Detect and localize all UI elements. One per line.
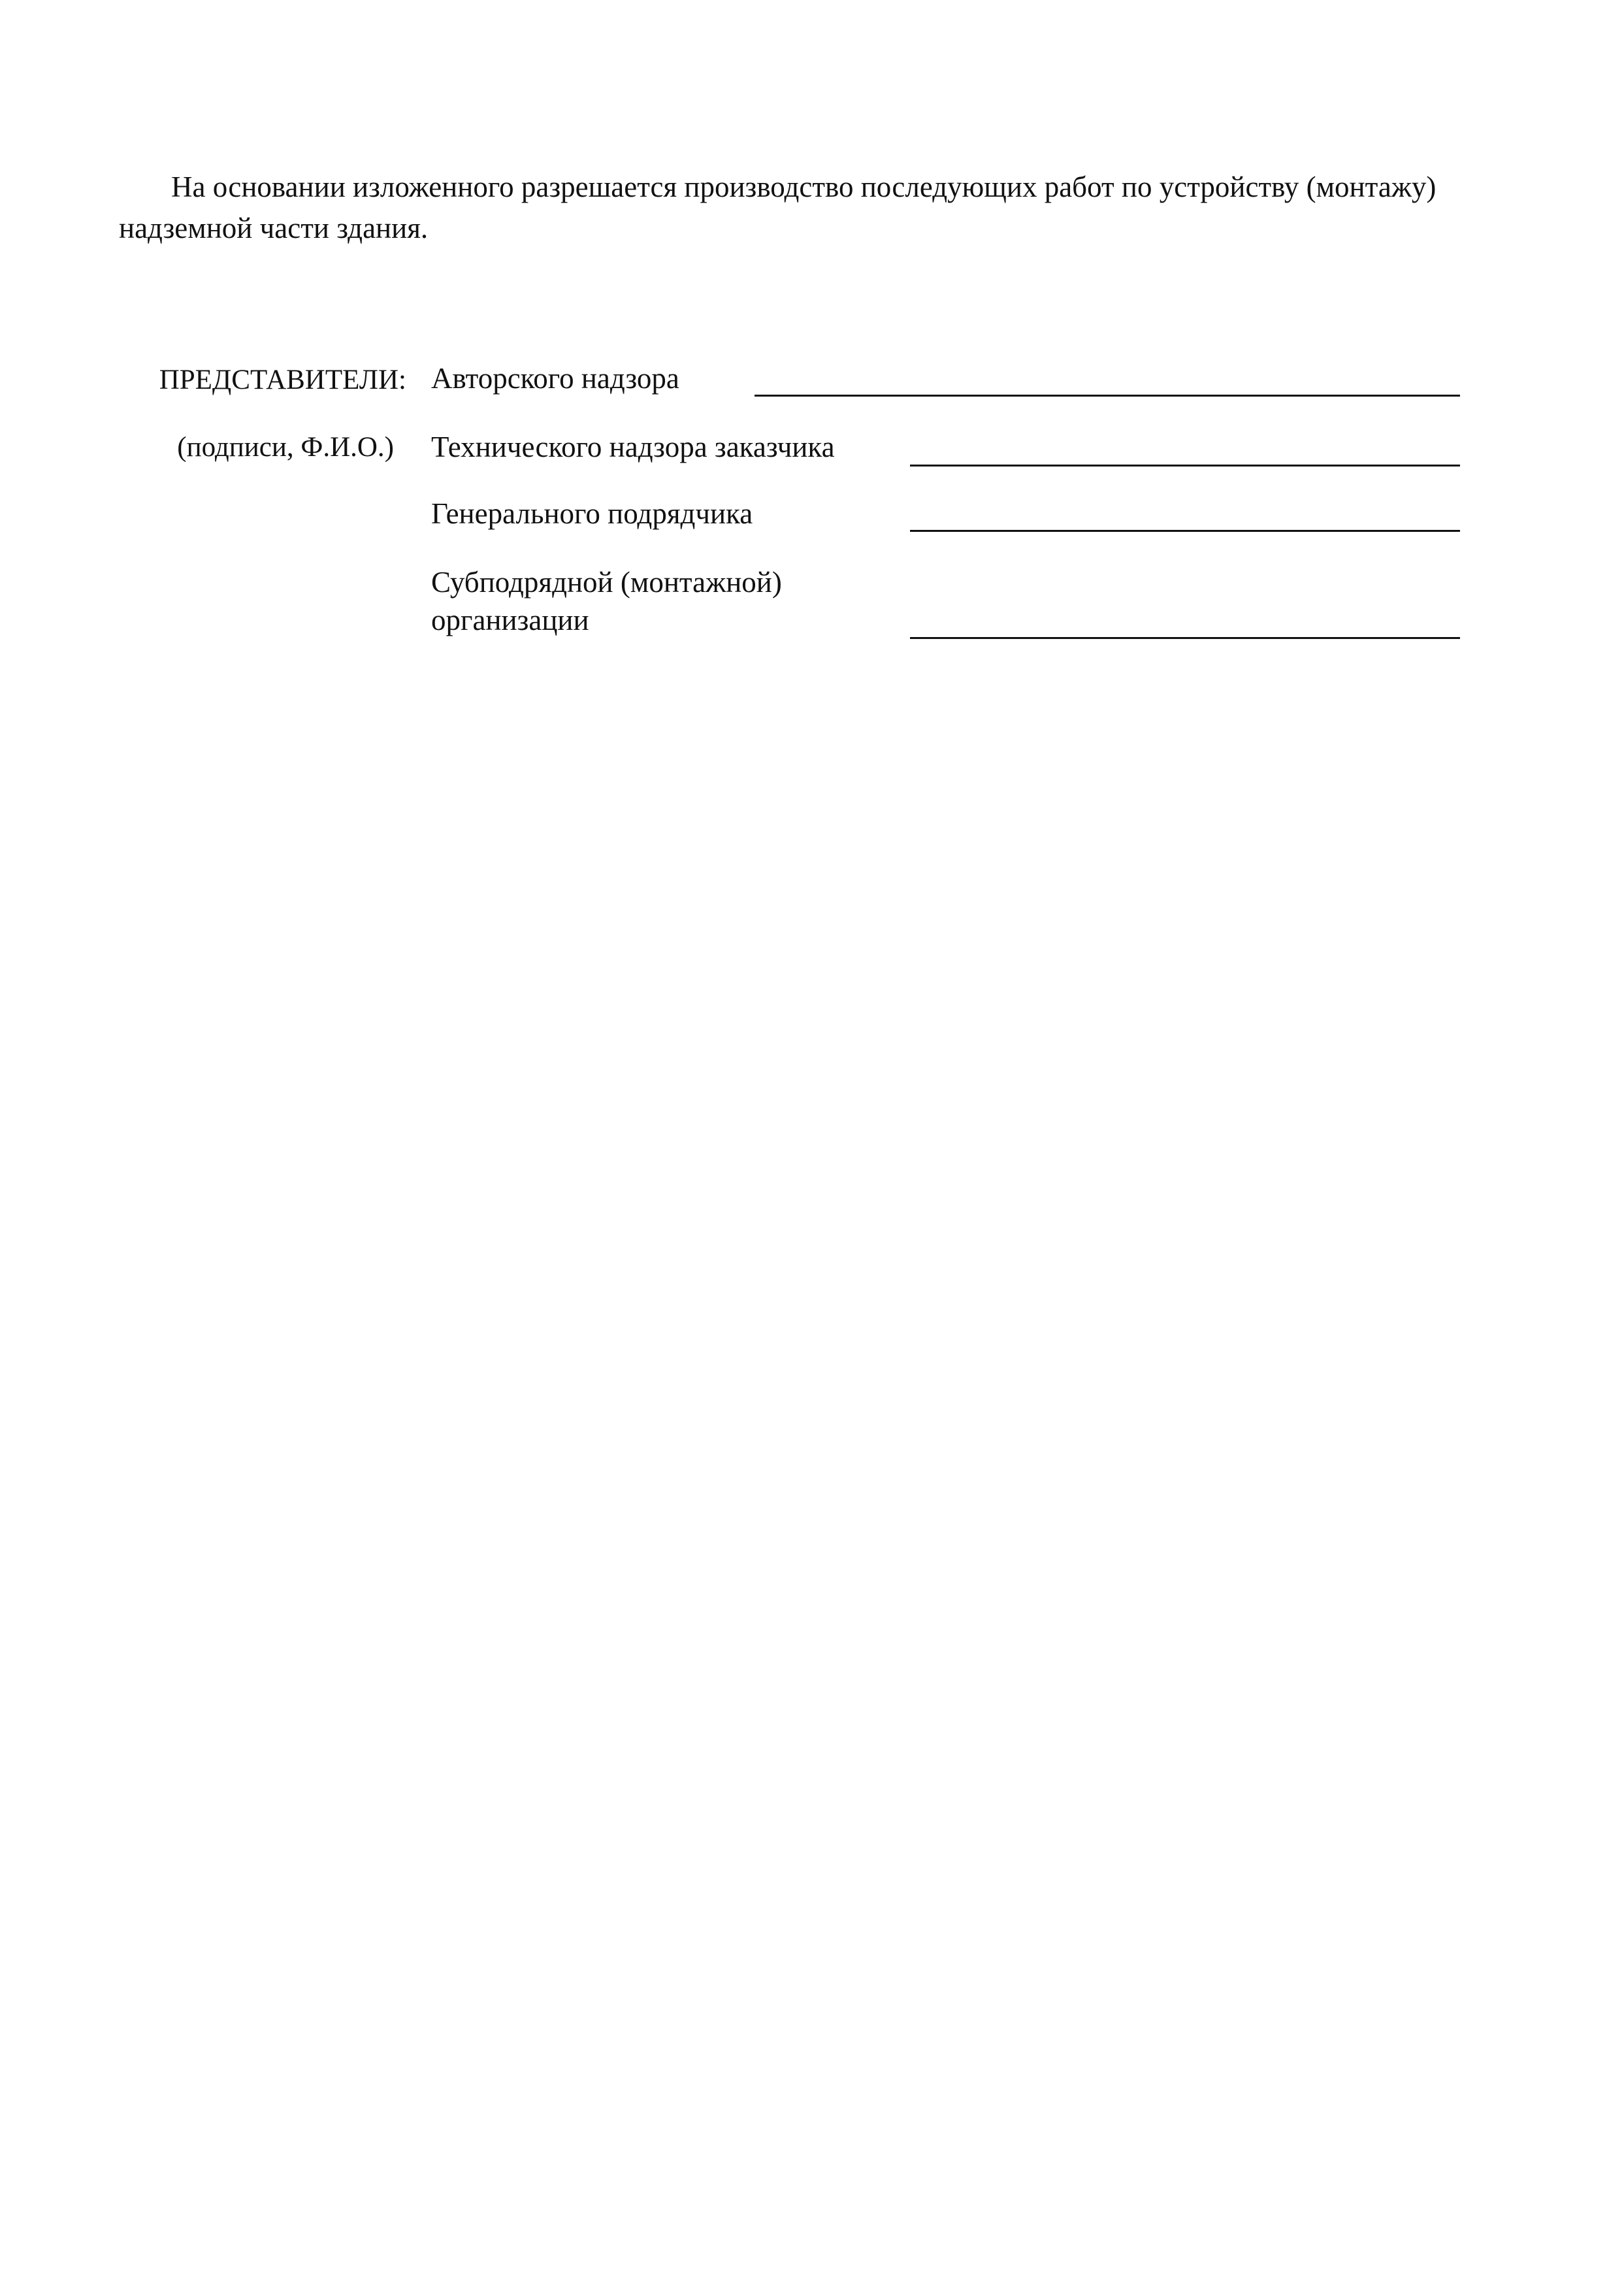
author-supervision-label: Авторского надзора [431,362,679,395]
representatives-heading: ПРЕДСТАВИТЕЛИ: [159,365,406,395]
general-contractor-signature-line [910,530,1460,532]
general-contractor-label: Генерального подрядчика [431,497,753,530]
signature-note: (подписи, Ф.И.О.) [177,432,394,463]
customer-technical-supervision-label: Технического надзора заказчика [431,431,835,463]
customer-technical-supervision-signature-line [910,465,1460,467]
subcontractor-label-line2: организации [431,604,589,636]
subcontractor-signature-line [910,637,1460,639]
author-supervision-signature-line [755,395,1460,397]
approval-text: На основании изложенного разрешается производство последующих работ по устройству (монтажу) надземной части здания. [119,171,1437,244]
approval-paragraph [119,167,1478,249]
subcontractor-label-line1: Субподрядной (монтажной) [431,566,782,598]
